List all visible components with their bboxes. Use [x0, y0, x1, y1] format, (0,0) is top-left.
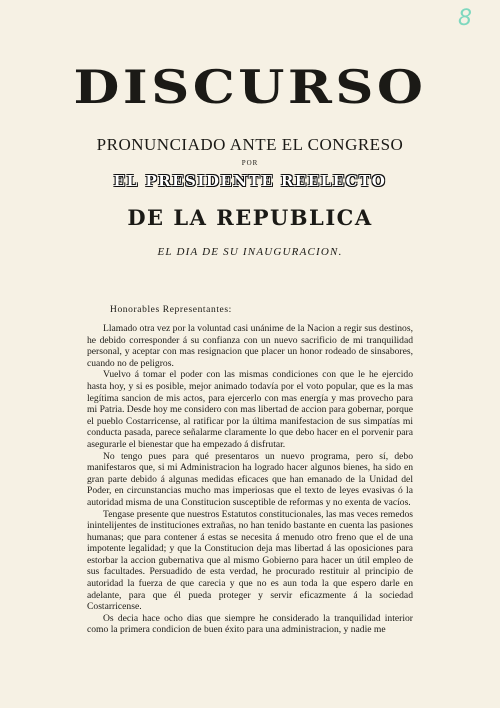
document-title: DISCURSO	[73, 60, 427, 114]
inauguration-line: EL DIA DE SU INAUGURACION.	[157, 246, 343, 258]
paragraph: Tengase presente que nuestros Estatutos constitucionales, las mas veces remedos inintelijentes de instituciones extrañas, no han tenido bastante en cuenta las pasiones humanas; que para contener á estas se necesita á menudo otro freno que el de una impotente legalidad; y que la Constitucion deja mas libertad á las oposiciones para estorbar la accion gubernativa que al mismo Gobierno para hacer un útil empleo de sus facultades. Persuadido de esta verdad, he procurado restituir al principio de autoridad la fuerza de que carecia y que no es aun toda la que espero darle en adelante, para que él pueda proteger y servir eficazmente á la sociedad Costarricense.	[87, 508, 413, 613]
paragraph: Os decia hace ocho dias que siempre he considerado la tranquilidad interior como la primera condicion de buen éxito para una administracion, y nadie me	[87, 612, 413, 636]
por-line: POR	[241, 159, 259, 167]
paragraph: No tengo pues para qué presentaros un nuevo programa, pero sí, debo manifestaros que, si mi Administracion ha logrado hacer algunos bienes, ha sido en gran parte debido á algunas medidas eficaces que han emanado de la Unidad del Poder, en circunstancias mucho mas imperiosas que el texto de leyes evasivas ó la autoridad misma de una Constitucion susceptible de reformas y no exenta de vacíos.	[87, 450, 413, 508]
republica-line: DE LA REPUBLICA	[127, 205, 373, 230]
speech-body	[87, 323, 413, 636]
paragraph: Vuelvo á tomar el poder con las mismas condiciones con que le he ejercido hasta hoy, y si es posible, mejor animado todavía por el voto popular, que es la mas legítima sancion de mis actos, para ejercerlo con mas energía y mas provecho para mi Patria. Desde hoy me considero con mas libertad de accion para gobernar, porque el pueblo Costarricense, al ratificar por la última manifestacion de sus simpatías mi conducta pasada, parece señalarme claramente lo que debo hacer en el porvenir para asegurarle el bienestar que ha empezado á disfrutar.	[87, 369, 413, 450]
salutation: Honorables Representantes:	[110, 305, 232, 315]
paragraph: Llamado otra vez por la voluntad casi unánime de la Nacion a regir sus destinos, he debido corresponder á su confianza con un nuevo sacrificio de mi tranquilidad personal, y aceptar con mas resignacion que placer un honor rodeado de sinsabores, cuando no de peligros.	[87, 323, 413, 369]
president-line: EL PRESIDENTE REELECTO	[113, 172, 387, 190]
page-number: 8	[458, 6, 472, 31]
document-subtitle: PRONUNCIADO ANTE EL CONGRESO	[96, 135, 404, 154]
